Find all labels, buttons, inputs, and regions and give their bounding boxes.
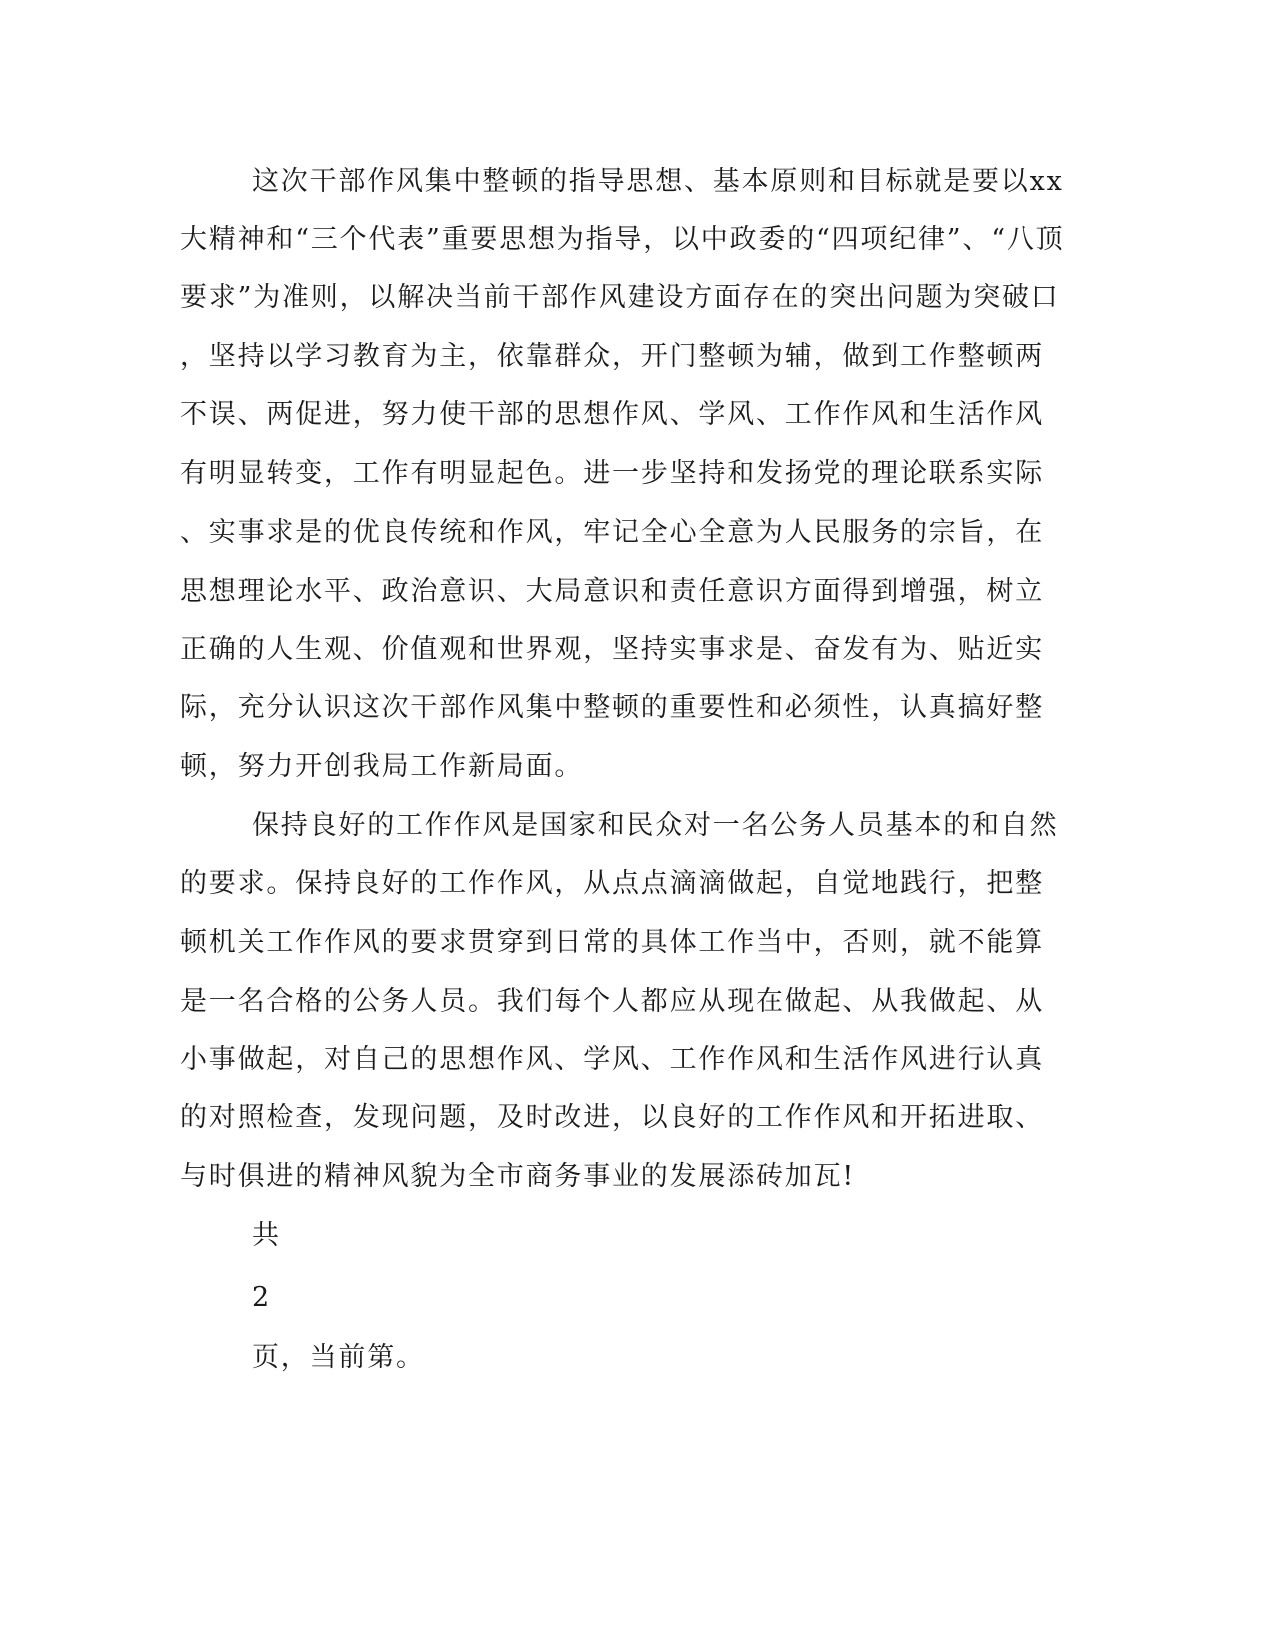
page-count-current: 页，当前第。	[252, 1342, 425, 1373]
paragraph-1-line-9: 正确的人生观、价值观和世界观，坚持实事求是、奋发有为、贴近实	[180, 634, 1044, 665]
paragraph-1-line-7: 、实事求是的优良传统和作风，牢记全心全意为人民服务的宗旨，在	[180, 517, 1044, 548]
paragraph-2-line-2: 的要求。保持良好的工作作风，从点点滴滴做起，自觉地践行，把整	[180, 868, 1044, 899]
paragraph-2-line-1: 保持良好的工作作风是国家和民众对一名公务人员基本的和自然	[252, 810, 1059, 841]
paragraph-1-line-1: 这次干部作风集中整顿的指导思想、基本原则和目标就是要以xx	[252, 166, 1064, 197]
page-count-prefix: 共	[252, 1220, 281, 1251]
paragraph-2-line-7: 与时俱进的精神风貌为全市商务事业的发展添砖加瓦!	[180, 1161, 856, 1192]
paragraph-2-line-6: 的对照检查，发现问题，及时改进，以良好的工作作风和开拓进取、	[180, 1102, 1044, 1133]
paragraph-1-line-2: 大精神和“三个代表”重要思想为指导，以中政委的“四项纪律”、“八顶	[180, 224, 1065, 255]
paragraph-1-line-5: 不误、两促进，努力使干部的思想作风、学风、工作作风和生活作风	[180, 399, 1044, 430]
paragraph-2-line-3: 顿机关工作作风的要求贯穿到日常的具体工作当中，否则，就不能算	[180, 927, 1044, 958]
paragraph-1-line-4: ，坚持以学习教育为主，依靠群众，开门整顿为辅，做到工作整顿两	[180, 341, 1044, 372]
page-count-total: 2	[252, 1282, 271, 1313]
paragraph-1-line-11: 顿，努力开创我局工作新局面。	[180, 751, 584, 782]
paragraph-1-line-3: 要求”为准则，以解决当前干部作风建设方面存在的突出问题为突破口	[180, 282, 1060, 313]
paragraph-1-line-8: 思想理论水平、政治意识、大局意识和责任意识方面得到增强，树立	[180, 576, 1044, 607]
paragraph-1-line-10: 际，充分认识这次干部作风集中整顿的重要性和必须性，认真搞好整	[180, 692, 1044, 723]
paragraph-1-line-6: 有明显转变，工作有明显起色。进一步坚持和发扬党的理论联系实际	[180, 458, 1044, 489]
paragraph-2-line-4: 是一名合格的公务人员。我们每个人都应从现在做起、从我做起、从	[180, 986, 1044, 1017]
paragraph-2-line-5: 小事做起，对自己的思想作风、学风、工作作风和生活作风进行认真	[180, 1044, 1044, 1075]
